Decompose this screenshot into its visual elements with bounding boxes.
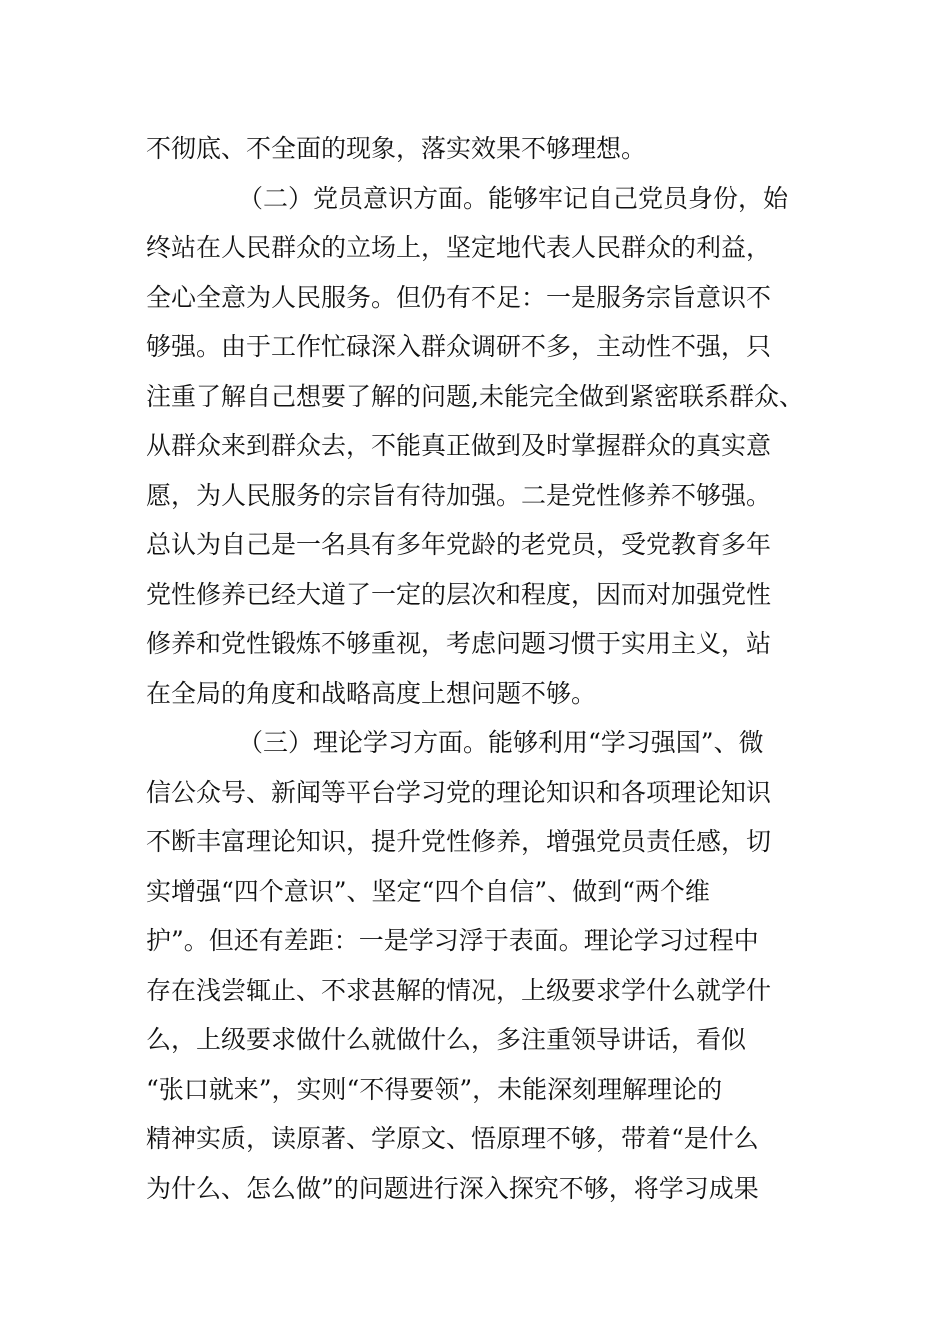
- text-line-14: 信公众号、新闻等平台学习党的理论知识和各项理论知识: [146, 777, 772, 807]
- paragraph-3-heading-line: （三）理论学习方面。能够利用“学习强国”、微: [238, 728, 764, 757]
- text-line-4: 全心全意为人民服务。但仍有不足：一是服务宗旨意识不: [146, 282, 772, 312]
- text-line-11: 修养和党性锻炼不够重视，考虑问题习惯于实用主义，站: [146, 629, 772, 658]
- text-line-22: 为什么、怎么做”的问题进行深入探究不够，将学习成果: [146, 1173, 759, 1203]
- text-line-8: 愿，为人民服务的宗旨有待加强。二是党性修养不够强。: [146, 480, 772, 510]
- text-line-21: 精神实质，读原著、学原文、悟原理不够，带着“是什么: [146, 1124, 759, 1153]
- text-line-18: 存在浅尝辄止、不求甚解的情况，上级要求学什么就学什: [146, 975, 772, 1005]
- text-line-15: 不断丰富理论知识，提升党性修养，增强党员责任感，切: [146, 827, 772, 856]
- paragraph-2-heading-line: （二）党员意识方面。能够牢记自己党员身份，始: [238, 183, 789, 213]
- text-line-19: 么，上级要求做什么就做什么，多注重领导讲话，看似: [146, 1025, 747, 1054]
- text-line-12: 在全局的角度和战略高度上想问题不够。: [146, 678, 597, 708]
- text-line-9: 总认为自己是一名具有多年党龄的老党员，受党教育多年: [146, 530, 772, 559]
- text-line-7: 从群众来到群众去，不能真正做到及时掌握群众的真实意: [146, 431, 772, 460]
- text-line-17: 护”。但还有差距：一是学习浮于表面。理论学习过程中: [146, 926, 759, 955]
- text-line-16: 实增强“四个意识”、坚定“四个自信”、做到“两个维: [146, 876, 710, 906]
- document-body: [146, 124, 810, 1213]
- text-line-6: 注重了解自己想要了解的问题,未能完全做到紧密联系群众、: [146, 381, 804, 411]
- text-line-20: “张口就来”，实则“不得要领”，未能深刻理解理论的: [146, 1074, 723, 1104]
- text-line-5: 够强。由于工作忙碌深入群众调研不多，主动性不强，只: [146, 332, 772, 361]
- text-line-10: 党性修养已经大道了一定的层次和程度，因而对加强党性: [146, 579, 772, 609]
- text-line-3: 终站在人民群众的立场上，坚定地代表人民群众的利益，: [146, 233, 772, 262]
- text-line-1: 不彻底、不全面的现象，落实效果不够理想。: [146, 134, 647, 163]
